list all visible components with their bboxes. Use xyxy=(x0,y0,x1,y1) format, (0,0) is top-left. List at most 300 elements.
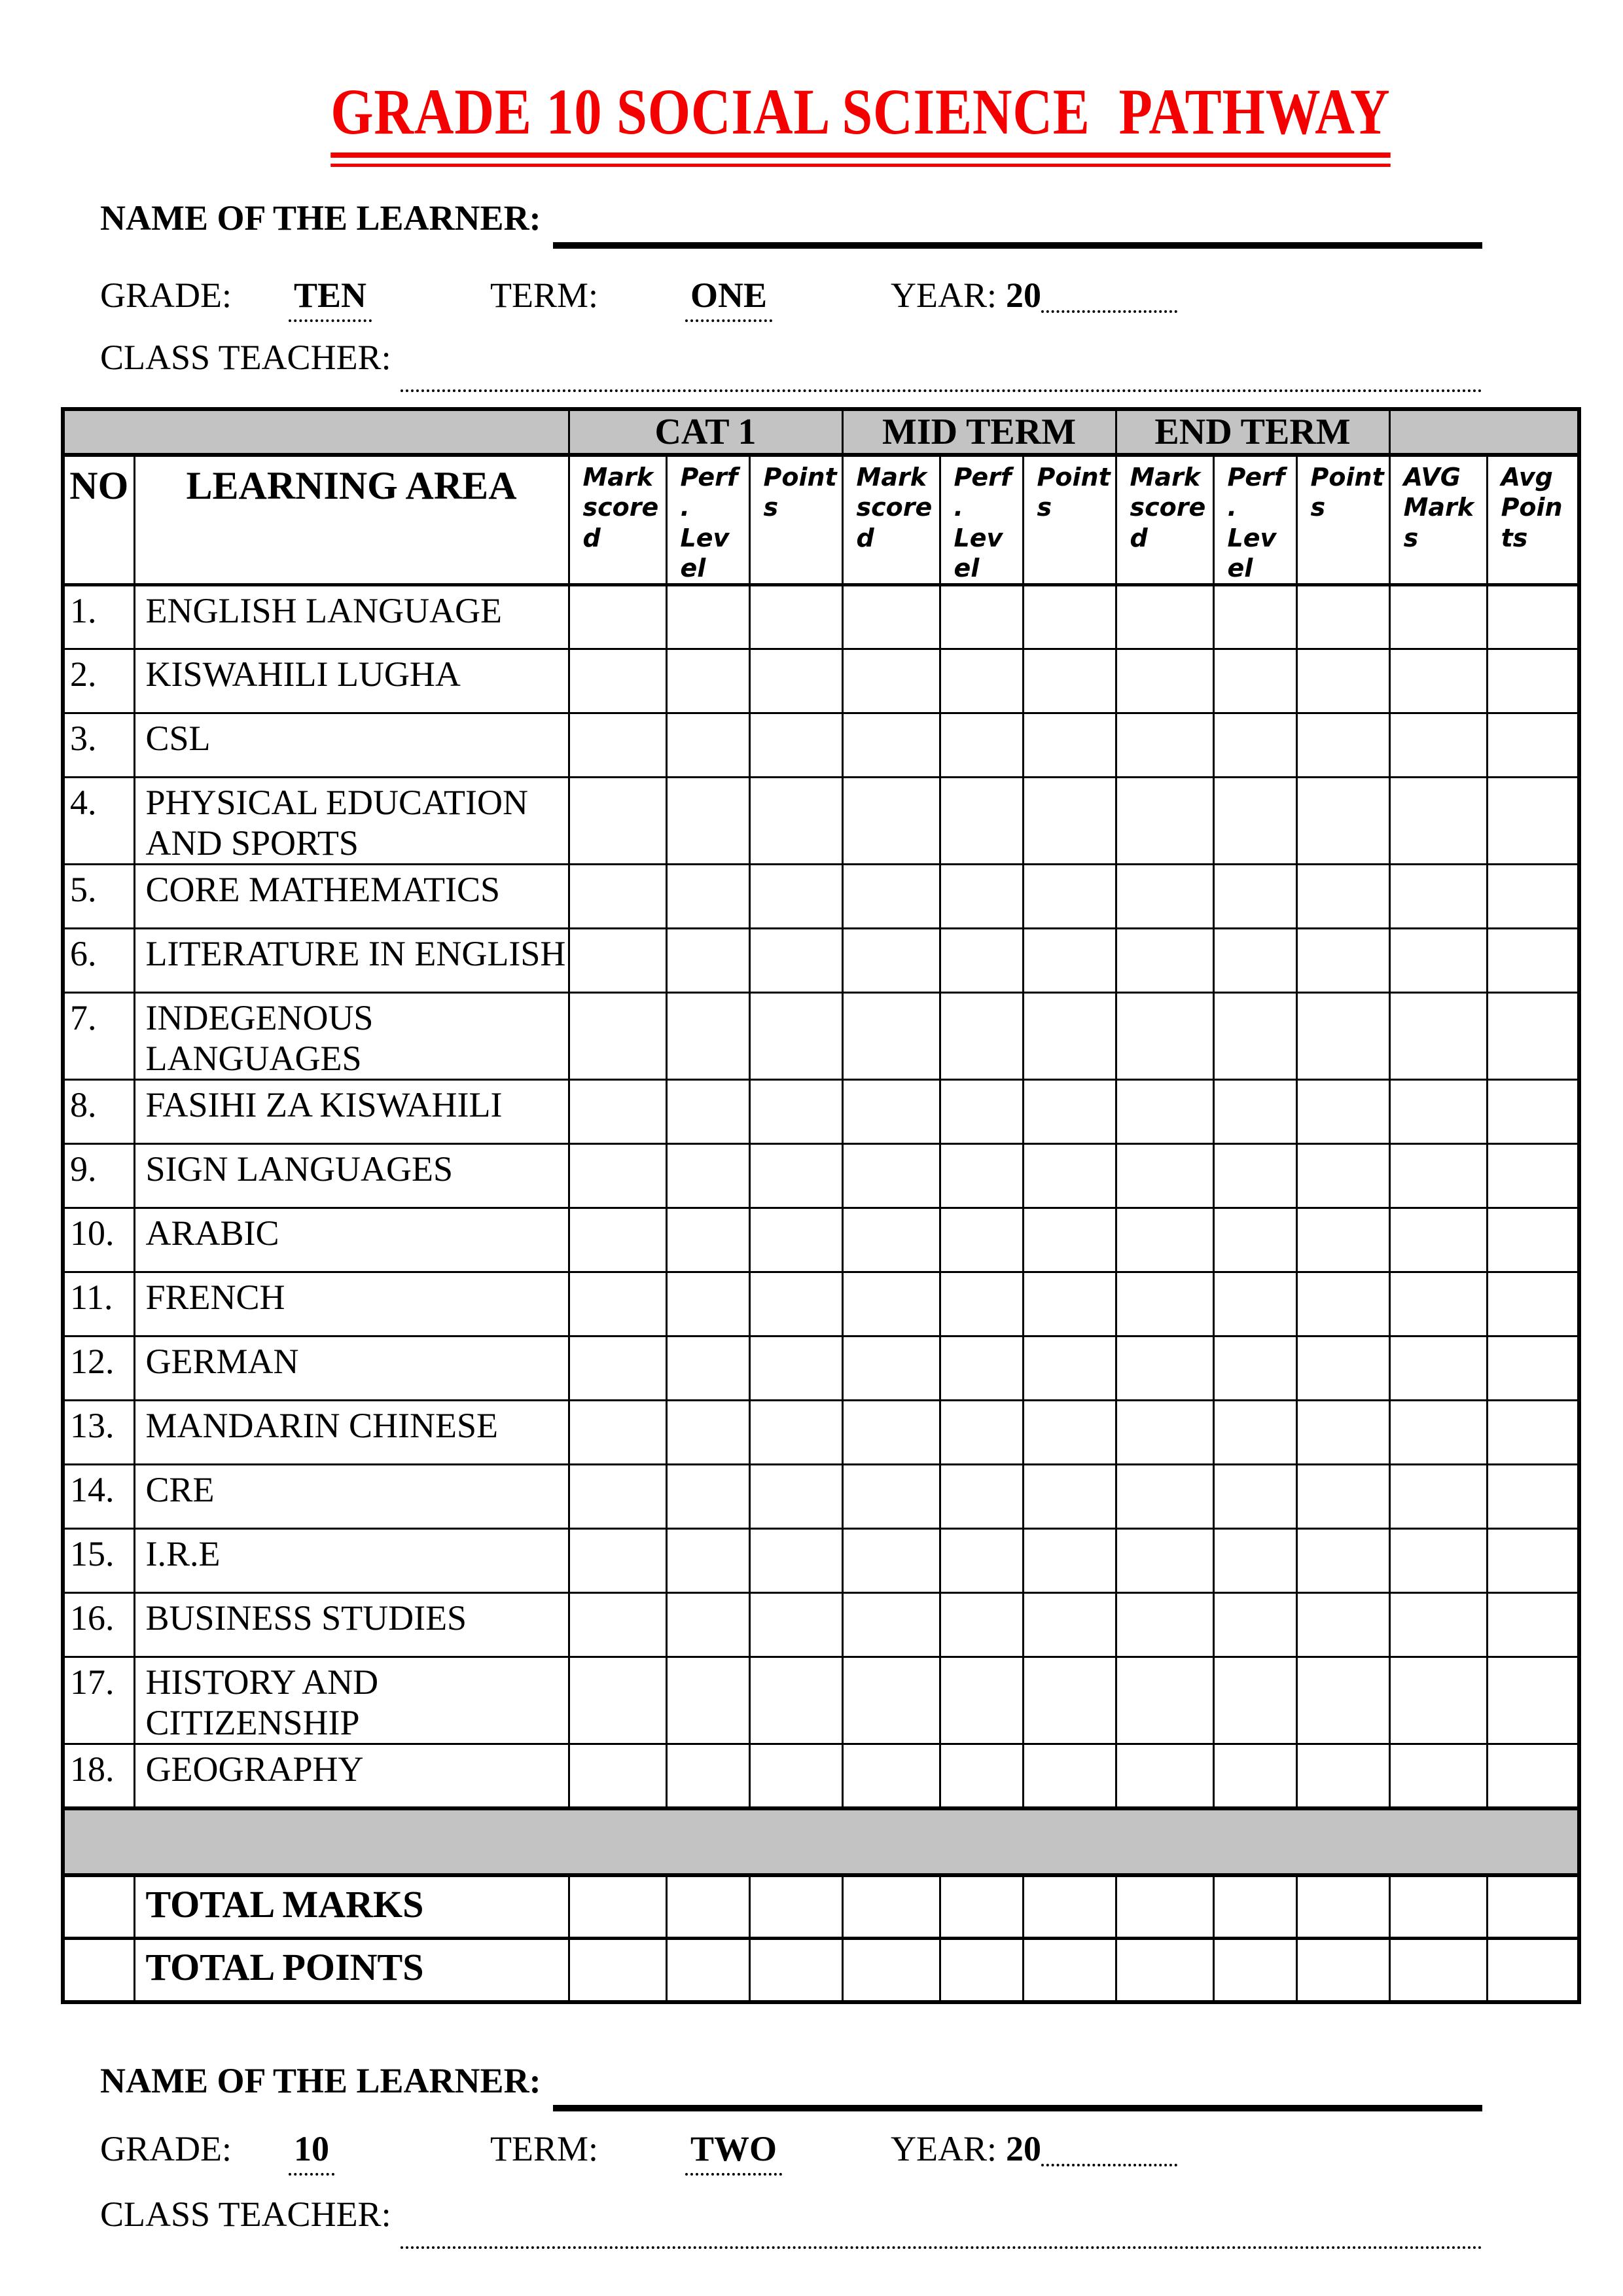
grade-label: GRADE: xyxy=(100,2129,232,2168)
score-cell xyxy=(1116,1939,1213,2002)
band-corner-cell xyxy=(63,409,569,455)
score-cell xyxy=(1116,929,1213,993)
score-cell xyxy=(1487,778,1579,865)
score-cell xyxy=(1487,1529,1579,1593)
cat1-mark-scored-header: Mark scored xyxy=(569,455,666,585)
score-cell xyxy=(749,1208,842,1272)
score-cell xyxy=(940,585,1023,649)
score-cell xyxy=(1213,1657,1296,1744)
row-number-cell: 11. xyxy=(63,1272,134,1336)
score-cell xyxy=(666,713,749,778)
score-cell xyxy=(1213,1401,1296,1465)
score-cell xyxy=(842,1272,940,1336)
score-cell xyxy=(749,865,842,929)
score-cell xyxy=(1116,713,1213,778)
score-cell xyxy=(940,1593,1023,1657)
score-cell xyxy=(1213,865,1296,929)
total-points-no-cell xyxy=(63,1939,134,2002)
score-cell xyxy=(940,1744,1023,1808)
score-cell xyxy=(1487,713,1579,778)
score-cell xyxy=(940,1529,1023,1593)
score-cell xyxy=(1116,1593,1213,1657)
score-cell xyxy=(666,649,749,713)
table-row xyxy=(63,1401,1579,1465)
row-number-cell: 5. xyxy=(63,865,134,929)
score-cell xyxy=(1023,1529,1116,1593)
score-cell xyxy=(1296,993,1389,1080)
table-row xyxy=(63,1144,1579,1208)
score-cell xyxy=(1023,993,1116,1080)
score-cell xyxy=(666,1080,749,1144)
cat1-points-header: Points xyxy=(749,455,842,585)
score-cell xyxy=(749,1529,842,1593)
score-cell xyxy=(1213,1080,1296,1144)
score-cell xyxy=(842,649,940,713)
score-cell xyxy=(842,1080,940,1144)
year-value: 20 xyxy=(1006,2129,1041,2168)
score-cell xyxy=(1213,1744,1296,1808)
score-cell xyxy=(1116,1529,1213,1593)
table-row xyxy=(63,1080,1579,1144)
score-cell xyxy=(842,929,940,993)
table-row xyxy=(63,1465,1579,1529)
row-number-cell: 12. xyxy=(63,1336,134,1401)
score-cell xyxy=(940,1080,1023,1144)
score-cell xyxy=(1389,585,1487,649)
score-cell xyxy=(569,1208,666,1272)
score-cell xyxy=(1389,778,1487,865)
score-cell xyxy=(1487,929,1579,993)
score-cell xyxy=(666,585,749,649)
row-number-cell: 3. xyxy=(63,713,134,778)
grade-value: TEN xyxy=(289,275,372,322)
score-cell xyxy=(842,1657,940,1744)
score-cell xyxy=(1487,1875,1579,1939)
score-cell xyxy=(666,1875,749,1939)
score-cell xyxy=(940,1336,1023,1401)
score-cell xyxy=(1023,865,1116,929)
score-cell xyxy=(1389,1744,1487,1808)
table-row xyxy=(63,929,1579,993)
score-cell xyxy=(940,778,1023,865)
score-cell xyxy=(1116,1272,1213,1336)
score-cell xyxy=(1389,1208,1487,1272)
score-cell xyxy=(1213,993,1296,1080)
score-cell xyxy=(666,929,749,993)
row-number-cell: 4. xyxy=(63,778,134,865)
score-cell xyxy=(749,1272,842,1336)
score-cell xyxy=(1116,585,1213,649)
score-cell xyxy=(1213,1529,1296,1593)
score-cell xyxy=(1487,1080,1579,1144)
row-number-cell: 13. xyxy=(63,1401,134,1465)
learner-name-label: NAME OF THE LEARNER: xyxy=(100,2061,541,2100)
score-cell xyxy=(842,1401,940,1465)
score-cell xyxy=(666,1593,749,1657)
score-cell xyxy=(1023,1272,1116,1336)
score-cell xyxy=(842,865,940,929)
score-cell xyxy=(940,1657,1023,1744)
score-cell xyxy=(666,1465,749,1529)
score-cell xyxy=(666,1144,749,1208)
score-cell xyxy=(1296,1939,1389,2002)
row-number-cell: 18. xyxy=(63,1744,134,1808)
score-cell xyxy=(1296,865,1389,929)
cat1-perf-level-header: Perf. Level xyxy=(666,455,749,585)
score-cell xyxy=(1487,1465,1579,1529)
row-number-cell: 2. xyxy=(63,649,134,713)
score-cell xyxy=(1487,1593,1579,1657)
score-cell xyxy=(569,1465,666,1529)
score-cell xyxy=(1023,1144,1116,1208)
year-blank-line xyxy=(1041,2164,1177,2166)
score-cell xyxy=(749,1875,842,1939)
table-row xyxy=(63,865,1579,929)
score-cell xyxy=(940,929,1023,993)
score-cell xyxy=(749,778,842,865)
score-cell xyxy=(842,1336,940,1401)
score-cell xyxy=(749,713,842,778)
learning-area-cell: KISWAHILI LUGHA xyxy=(134,649,569,713)
score-cell xyxy=(1389,1144,1487,1208)
score-cell xyxy=(1389,1272,1487,1336)
row-number-cell: 9. xyxy=(63,1144,134,1208)
table-row xyxy=(63,585,1579,649)
score-cell xyxy=(1389,1080,1487,1144)
score-cell xyxy=(569,1080,666,1144)
score-cell xyxy=(1487,649,1579,713)
score-cell xyxy=(749,649,842,713)
score-cell xyxy=(749,585,842,649)
score-cell xyxy=(1213,1144,1296,1208)
score-cell xyxy=(1023,1336,1116,1401)
score-cell xyxy=(569,1939,666,2002)
score-cell xyxy=(1389,993,1487,1080)
score-cell xyxy=(1296,1336,1389,1401)
row-number-cell: 7. xyxy=(63,993,134,1080)
grade-term-year-row-bottom xyxy=(100,2128,1577,2187)
score-cell xyxy=(1213,929,1296,993)
score-cell xyxy=(1296,1593,1389,1657)
score-cell xyxy=(569,1744,666,1808)
score-cell xyxy=(1389,1336,1487,1401)
score-cell xyxy=(1023,1208,1116,1272)
learning-area-column-header: LEARNING AREA xyxy=(134,455,569,585)
score-cell xyxy=(1389,713,1487,778)
table-row xyxy=(63,778,1579,865)
score-cell xyxy=(1116,1657,1213,1744)
grade-value: 10 xyxy=(289,2128,334,2176)
score-cell xyxy=(1116,993,1213,1080)
score-cell xyxy=(940,1875,1023,1939)
total-marks-no-cell xyxy=(63,1875,134,1939)
score-cell xyxy=(1389,1657,1487,1744)
score-cell xyxy=(569,778,666,865)
score-cell xyxy=(1023,778,1116,865)
endterm-points-header: Points xyxy=(1296,455,1389,585)
score-cell xyxy=(749,1465,842,1529)
score-cell xyxy=(1023,1939,1116,2002)
score-cell xyxy=(842,1875,940,1939)
score-cell xyxy=(749,993,842,1080)
score-cell xyxy=(1116,1744,1213,1808)
table-row xyxy=(63,1529,1579,1593)
learner-name-row-top xyxy=(100,198,1482,238)
score-cell xyxy=(1213,1336,1296,1401)
learner-name-blank-line xyxy=(553,2105,1482,2111)
class-teacher-row-bottom xyxy=(100,2194,1482,2234)
gray-separator-row xyxy=(63,1808,1579,1875)
score-cell xyxy=(1023,1401,1116,1465)
score-cell xyxy=(1213,1272,1296,1336)
midterm-points-header: Points xyxy=(1023,455,1116,585)
row-number-cell: 17. xyxy=(63,1657,134,1744)
score-cell xyxy=(1296,1208,1389,1272)
score-cell xyxy=(842,713,940,778)
score-cell xyxy=(1487,1272,1579,1336)
table-row xyxy=(63,1593,1579,1657)
score-cell xyxy=(842,778,940,865)
score-cell xyxy=(1116,1465,1213,1529)
score-cell xyxy=(569,1401,666,1465)
score-cell xyxy=(1116,1401,1213,1465)
class-teacher-row-top xyxy=(100,337,1482,378)
learner-name-label: NAME OF THE LEARNER: xyxy=(100,198,541,238)
learning-area-cell: INDEGENOUS LANGUAGES xyxy=(134,993,569,1080)
learning-area-cell: CRE xyxy=(134,1465,569,1529)
score-cell xyxy=(1213,649,1296,713)
table-row xyxy=(63,1208,1579,1272)
table-row xyxy=(63,649,1579,713)
score-cell xyxy=(940,1939,1023,2002)
score-cell xyxy=(666,1208,749,1272)
learning-area-cell: ENGLISH LANGUAGE xyxy=(134,585,569,649)
grade-label: GRADE: xyxy=(100,276,232,315)
score-cell xyxy=(666,993,749,1080)
score-cell xyxy=(1296,1144,1389,1208)
score-cell xyxy=(1389,1875,1487,1939)
row-number-cell: 15. xyxy=(63,1529,134,1593)
total-marks-label: TOTAL MARKS xyxy=(134,1875,569,1939)
score-cell xyxy=(1023,649,1116,713)
score-cell xyxy=(940,1208,1023,1272)
learning-area-cell: HISTORY AND CITIZENSHIP xyxy=(134,1657,569,1744)
score-cell xyxy=(1389,1465,1487,1529)
score-cell xyxy=(1389,1939,1487,2002)
score-cell xyxy=(569,865,666,929)
score-cell xyxy=(1296,1875,1389,1939)
score-cell xyxy=(1023,1744,1116,1808)
title-underline-thick xyxy=(330,152,1390,158)
year-unit xyxy=(891,275,1177,315)
score-cell xyxy=(666,1657,749,1744)
score-cell xyxy=(1023,1080,1116,1144)
score-cell xyxy=(1116,865,1213,929)
term-value: ONE xyxy=(685,275,772,322)
document-title-wrap xyxy=(323,77,1399,167)
score-cell xyxy=(842,1744,940,1808)
band-midterm-header: MID TERM xyxy=(842,409,1116,455)
year-unit xyxy=(891,2128,1177,2169)
score-cell xyxy=(1389,1401,1487,1465)
score-cell xyxy=(1296,585,1389,649)
score-cell xyxy=(569,1593,666,1657)
score-cell xyxy=(749,1939,842,2002)
score-cell xyxy=(842,1939,940,2002)
score-cell xyxy=(940,993,1023,1080)
score-cell xyxy=(1116,1875,1213,1939)
endterm-mark-scored-header: Mark scored xyxy=(1116,455,1213,585)
score-cell xyxy=(569,649,666,713)
score-cell xyxy=(1296,649,1389,713)
score-cell xyxy=(842,1593,940,1657)
score-cell xyxy=(569,1875,666,1939)
learning-area-cell: PHYSICAL EDUCATION AND SPORTS xyxy=(134,778,569,865)
score-cell xyxy=(1296,1080,1389,1144)
band-avg-cell xyxy=(1389,409,1579,455)
midterm-mark-scored-header: Mark scored xyxy=(842,455,940,585)
score-cell xyxy=(666,1744,749,1808)
score-cell xyxy=(1296,1465,1389,1529)
row-number-cell: 1. xyxy=(63,585,134,649)
score-cell xyxy=(749,1336,842,1401)
score-cell xyxy=(842,1529,940,1593)
table-band-row xyxy=(63,409,1579,455)
term-label: TERM: xyxy=(490,276,599,315)
score-cell xyxy=(940,865,1023,929)
score-cell xyxy=(940,1401,1023,1465)
score-cell xyxy=(1116,1144,1213,1208)
learner-name-row-bottom xyxy=(100,2060,1482,2101)
score-cell xyxy=(1487,1939,1579,2002)
midterm-perf-level-header: Perf. Level xyxy=(940,455,1023,585)
learning-area-cell: GEOGRAPHY xyxy=(134,1744,569,1808)
year-value: 20 xyxy=(1006,276,1041,315)
score-cell xyxy=(1296,1657,1389,1744)
learning-area-cell: SIGN LANGUAGES xyxy=(134,1144,569,1208)
learning-area-cell: I.R.E xyxy=(134,1529,569,1593)
score-cell xyxy=(1116,649,1213,713)
table-row xyxy=(63,713,1579,778)
learning-area-cell: ARABIC xyxy=(134,1208,569,1272)
score-cell xyxy=(569,929,666,993)
score-cell xyxy=(1023,1657,1116,1744)
score-cell xyxy=(569,1657,666,1744)
marks-table xyxy=(61,407,1581,2004)
score-cell xyxy=(666,1401,749,1465)
learning-area-cell: LITERATURE IN ENGLISH xyxy=(134,929,569,993)
score-cell xyxy=(1389,865,1487,929)
score-cell xyxy=(1296,1744,1389,1808)
row-number-cell: 8. xyxy=(63,1080,134,1144)
total-points-row xyxy=(63,1939,1579,2002)
year-label: YEAR: xyxy=(891,276,997,315)
endterm-perf-level-header: Perf. Level xyxy=(1213,455,1296,585)
score-cell xyxy=(666,865,749,929)
score-cell xyxy=(1487,1401,1579,1465)
learning-area-cell: GERMAN xyxy=(134,1336,569,1401)
score-cell xyxy=(842,993,940,1080)
learning-area-cell: CSL xyxy=(134,713,569,778)
year-label: YEAR: xyxy=(891,2129,997,2168)
learning-area-cell: MANDARIN CHINESE xyxy=(134,1401,569,1465)
avg-marks-header: AVG Marks xyxy=(1389,455,1487,585)
band-endterm-header: END TERM xyxy=(1116,409,1389,455)
score-cell xyxy=(749,1401,842,1465)
score-cell xyxy=(1487,1657,1579,1744)
class-teacher-blank-line xyxy=(401,389,1482,392)
gray-separator-cell xyxy=(63,1808,1579,1875)
learner-name-blank-line xyxy=(553,242,1482,249)
table-row xyxy=(63,1657,1579,1744)
score-cell xyxy=(1487,993,1579,1080)
score-cell xyxy=(1116,1208,1213,1272)
total-points-label: TOTAL POINTS xyxy=(134,1939,569,2002)
score-cell xyxy=(569,993,666,1080)
grade-term-year-row-top xyxy=(100,275,1577,334)
score-cell xyxy=(940,1272,1023,1336)
score-cell xyxy=(749,1593,842,1657)
page-title: GRADE 10 SOCIAL SCIENCE PATHWAY xyxy=(330,75,1391,148)
class-teacher-blank-line xyxy=(401,2246,1482,2249)
score-cell xyxy=(1487,1744,1579,1808)
score-cell xyxy=(749,929,842,993)
class-teacher-label: CLASS TEACHER: xyxy=(100,338,391,377)
row-number-cell: 14. xyxy=(63,1465,134,1529)
score-cell xyxy=(842,585,940,649)
score-cell xyxy=(749,1144,842,1208)
document-title-block xyxy=(0,77,1623,167)
learning-area-cell: FASIHI ZA KISWAHILI xyxy=(134,1080,569,1144)
score-cell xyxy=(1213,1208,1296,1272)
score-cell xyxy=(666,1529,749,1593)
table-row xyxy=(63,1272,1579,1336)
score-cell xyxy=(666,778,749,865)
score-cell xyxy=(749,1080,842,1144)
score-cell xyxy=(940,1465,1023,1529)
score-cell xyxy=(1296,1272,1389,1336)
term-value: TWO xyxy=(685,2128,782,2176)
score-cell xyxy=(1116,1336,1213,1401)
score-cell xyxy=(569,713,666,778)
score-cell xyxy=(940,713,1023,778)
class-teacher-label: CLASS TEACHER: xyxy=(100,2195,391,2234)
score-cell xyxy=(1487,585,1579,649)
score-cell xyxy=(842,1144,940,1208)
score-cell xyxy=(1487,1144,1579,1208)
score-cell xyxy=(1116,1080,1213,1144)
score-cell xyxy=(940,1144,1023,1208)
year-blank-line xyxy=(1041,310,1177,313)
score-cell xyxy=(1487,1336,1579,1401)
score-cell xyxy=(1213,1465,1296,1529)
score-cell xyxy=(1389,1529,1487,1593)
band-cat1-header: CAT 1 xyxy=(569,409,842,455)
row-number-cell: 6. xyxy=(63,929,134,993)
score-cell xyxy=(1389,649,1487,713)
avg-points-header: Avg Points xyxy=(1487,455,1579,585)
score-cell xyxy=(1023,585,1116,649)
title-underline-thin xyxy=(330,164,1390,167)
score-cell xyxy=(842,1208,940,1272)
score-cell xyxy=(1213,585,1296,649)
score-cell xyxy=(1296,1401,1389,1465)
score-cell xyxy=(1023,713,1116,778)
score-cell xyxy=(569,1529,666,1593)
score-cell xyxy=(1296,929,1389,993)
score-cell xyxy=(1296,1529,1389,1593)
score-cell xyxy=(1213,1593,1296,1657)
